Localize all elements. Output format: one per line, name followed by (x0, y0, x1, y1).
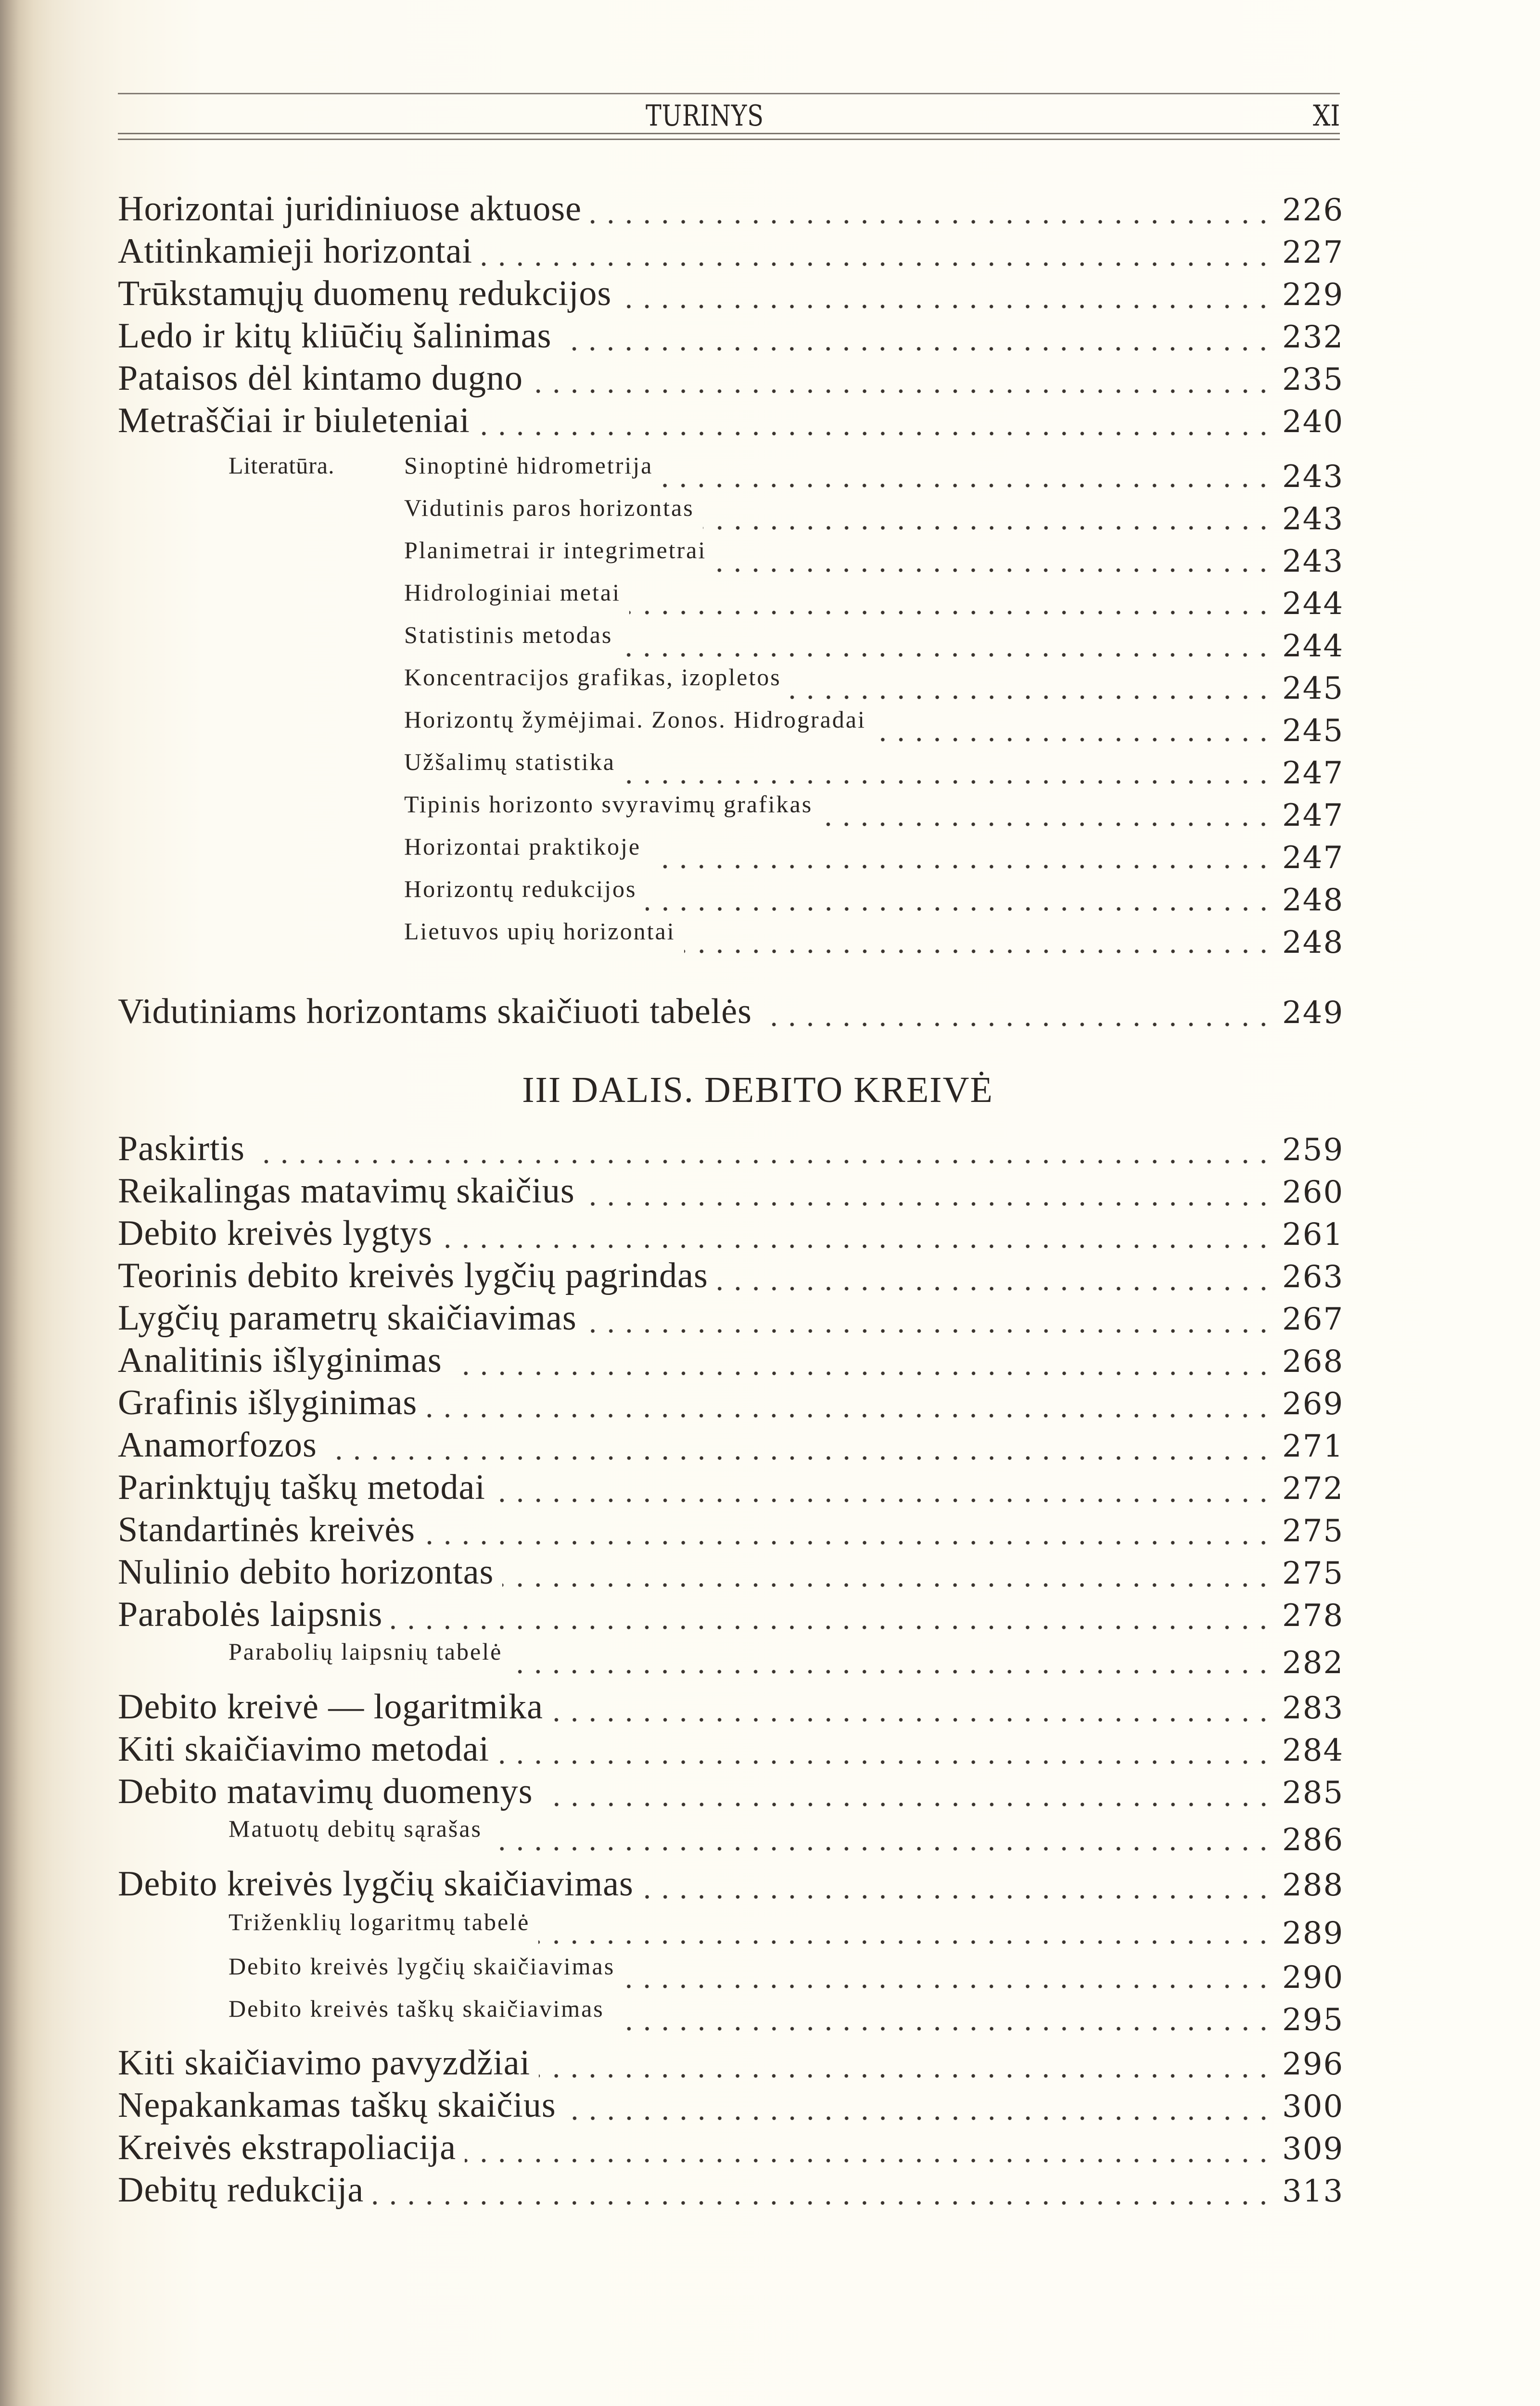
toc-entry-page: 243 (1282, 459, 1344, 495)
header-rule-double-1 (118, 133, 1340, 134)
toc-entry[interactable] (118, 991, 1344, 1035)
toc-entry-title: Lietuvos upių horizontai (404, 918, 675, 945)
toc-entry-title: Debito kreivės taškų skaičiavimas (229, 1995, 604, 2022)
toc-entry-page: 288 (1282, 1868, 1344, 1903)
literature-entry[interactable] (118, 791, 1344, 833)
toc-entry-title: Kiti skaičiavimo pavyzdžiai (118, 2043, 531, 2083)
toc-entry-page: 275 (1282, 1513, 1344, 1549)
dot-leader (662, 482, 1273, 489)
toc-entry[interactable] (118, 1425, 1344, 1468)
literature-entry[interactable] (118, 494, 1344, 537)
toc-entry[interactable] (118, 1128, 1344, 1172)
toc-entry-page: 271 (1282, 1429, 1344, 1464)
toc-entry[interactable] (118, 1552, 1344, 1595)
toc-entry-page: 248 (1282, 925, 1344, 960)
dot-leader (629, 609, 1273, 616)
dot-leader (502, 1582, 1273, 1588)
dot-leader (790, 694, 1273, 701)
toc-entry-page: 289 (1282, 1916, 1344, 1951)
dot-leader (542, 1801, 1273, 1808)
dot-leader (620, 303, 1273, 310)
toc-entry[interactable] (118, 358, 1344, 401)
toc-entry[interactable] (118, 2085, 1344, 2128)
toc-entry-page: 267 (1282, 1302, 1344, 1337)
toc-entry-title: Debito matavimų duomenys (118, 1772, 533, 1811)
toc-entry[interactable] (118, 1298, 1344, 1341)
toc-entry-page: 275 (1282, 1556, 1344, 1591)
toc-entry-title: Statistinis metodas (404, 621, 613, 648)
dot-leader (684, 948, 1273, 955)
toc-entry-page: 286 (1282, 1822, 1344, 1858)
toc-entry[interactable] (118, 1815, 1344, 1858)
toc-entry-title: Nulinio debito horizontas (118, 1552, 494, 1592)
toc-entry-title: Horizontų žymėjimai. Zonos. Hidrogradai (404, 706, 866, 733)
dot-leader (624, 779, 1273, 785)
literature-entry[interactable] (118, 875, 1344, 918)
toc-entry-title: Hidrologiniai metai (404, 579, 621, 606)
toc-entry-page: 232 (1282, 320, 1344, 355)
toc-entry-title: Grafinis išlyginimas (118, 1383, 418, 1422)
toc-entry-title: Horizontai juridiniuose aktuose (118, 189, 582, 229)
dot-leader (254, 1158, 1273, 1165)
dot-leader (590, 218, 1273, 225)
toc-entry[interactable] (118, 2170, 1344, 2213)
toc-entry[interactable] (118, 1171, 1344, 1214)
toc-entry-title: Horizontų redukcijos (404, 875, 637, 902)
toc-entry-title: Debito kreivės lygtys (118, 1214, 433, 1253)
toc-entry-title: Trūkstamųjų duomenų redukcijos (118, 274, 612, 313)
toc-entry-title: Atitinkamieji horizontai (118, 231, 473, 271)
literature-entry[interactable] (118, 621, 1344, 664)
dot-leader (584, 1201, 1273, 1207)
dot-leader (717, 1285, 1273, 1292)
toc-entry-page: 244 (1282, 586, 1344, 622)
toc-entry-page: 283 (1282, 1690, 1344, 1726)
dot-leader (372, 2200, 1273, 2206)
dot-leader (491, 1845, 1273, 1852)
toc-entry[interactable] (118, 1638, 1344, 1681)
toc-entry-title: Triženklių logaritmų tabelė (229, 1908, 530, 1935)
toc-entry-page: 278 (1282, 1598, 1344, 1634)
toc-entry-page: 245 (1282, 713, 1344, 749)
toc-entry-title: Parinktųjų taškų metodai (118, 1468, 485, 1507)
page-folio: XI (1312, 99, 1340, 133)
toc-entry[interactable] (118, 1510, 1344, 1553)
dot-leader (481, 261, 1273, 268)
toc-entry[interactable] (118, 2043, 1344, 2086)
dot-leader (715, 567, 1273, 574)
toc-entry[interactable] (118, 1908, 1344, 1951)
toc-entry-title: Analitinis išlyginimas (118, 1341, 442, 1380)
toc-entry-page: 282 (1282, 1645, 1344, 1681)
dot-leader (761, 1021, 1273, 1028)
toc-entry-page: 240 (1282, 404, 1344, 440)
toc-entry-title: Kreivės ekstrapoliacija (118, 2128, 457, 2167)
toc-entry-title: Vidutiniams horizontams skaičiuoti tabelės (118, 992, 752, 1031)
dot-leader (511, 1668, 1273, 1675)
literature-entry[interactable] (118, 833, 1344, 876)
dot-leader (821, 821, 1273, 828)
dot-leader (441, 1243, 1273, 1250)
dot-leader (560, 346, 1273, 352)
dot-leader (552, 1716, 1273, 1723)
toc-entry-page: 259 (1282, 1132, 1344, 1168)
toc-entry-page: 247 (1282, 840, 1344, 876)
dot-leader (391, 1624, 1273, 1631)
toc-entry-page: 300 (1282, 2089, 1344, 2124)
toc-entry-title: Paskirtis (118, 1129, 245, 1168)
toc-entry-title: Nepakankamas taškų skaičius (118, 2086, 556, 2125)
toc-entry[interactable] (118, 1687, 1344, 1730)
toc-entry[interactable] (118, 1953, 1344, 1996)
toc-entry-page: 227 (1282, 235, 1344, 270)
dot-leader (494, 1497, 1273, 1504)
toc-entry-title: Anamorfozos (118, 1425, 317, 1465)
toc-entry-page: 229 (1282, 277, 1344, 313)
toc-entry-title: Planimetrai ir integrimetrai (404, 537, 707, 563)
toc-entry[interactable] (118, 1467, 1344, 1510)
dot-leader (426, 1412, 1273, 1419)
toc-entry-title: Tipinis horizonto svyravimų grafikas (404, 791, 813, 818)
literature-label (118, 451, 404, 479)
toc-entry-title: Koncentracijos grafikas, izopletos (404, 664, 781, 691)
dot-leader (479, 430, 1273, 437)
toc-entry-page: 226 (1282, 192, 1344, 228)
dot-leader (624, 1983, 1273, 1990)
toc-entry[interactable] (118, 1864, 1344, 1907)
dot-leader (613, 2025, 1273, 2032)
dot-leader (642, 1894, 1273, 1900)
literature-entry[interactable] (118, 748, 1344, 791)
toc-entry-title: Debito kreivė — logaritmika (118, 1687, 543, 1727)
toc-entry[interactable] (118, 1729, 1344, 1772)
toc-entry-page: 269 (1282, 1386, 1344, 1422)
toc-entry-title: Pataisos dėl kintamo dugno (118, 358, 523, 398)
toc-entry-page: 261 (1282, 1217, 1344, 1253)
toc-entry-page: 290 (1282, 1960, 1344, 1996)
toc-entry-title: Debito kreivės lygčių skaičiavimas (229, 1953, 615, 1980)
toc-entry[interactable] (118, 2127, 1344, 2171)
toc-entry[interactable] (118, 400, 1344, 444)
dot-leader (424, 1539, 1273, 1546)
literature-label-text: Literatūra. (229, 452, 335, 479)
literature-entry[interactable] (118, 452, 1344, 495)
toc-entry-page: 285 (1282, 1775, 1344, 1811)
running-header (118, 93, 1340, 140)
toc-entry-title: Užšalimų statistika (404, 748, 615, 775)
toc-entry-title: Teorinis debito kreivės lygčių pagrindas (118, 1256, 708, 1295)
toc-entry-page: 243 (1282, 544, 1344, 579)
toc-entry[interactable] (118, 1594, 1344, 1638)
dot-leader (465, 2157, 1273, 2164)
toc-entry-page: 296 (1282, 2047, 1344, 2082)
toc-entry[interactable] (118, 1771, 1344, 1815)
toc-entry-page: 245 (1282, 671, 1344, 706)
toc-entry-page: 268 (1282, 1344, 1344, 1380)
part-heading: III DALIS. DEBITO KREIVĖ (522, 1070, 993, 1110)
toc-entry-page: 284 (1282, 1733, 1344, 1768)
dot-leader (326, 1455, 1273, 1461)
toc-entry-page: 243 (1282, 501, 1344, 537)
toc-entry-title: Standartinės kreivės (118, 1510, 415, 1549)
dot-leader (538, 1939, 1273, 1945)
literature-entry[interactable] (118, 579, 1344, 622)
toc-entry-title: Sinoptinė hidrometrija (404, 452, 653, 479)
toc-entry-page: 244 (1282, 628, 1344, 664)
toc-entry[interactable] (118, 1340, 1344, 1383)
dot-leader (532, 388, 1273, 395)
dot-leader (498, 1759, 1273, 1766)
literature-entry[interactable] (118, 706, 1344, 749)
toc-entry-title: Lygčių parametrų skaičiavimas (118, 1298, 577, 1338)
toc-entry-title: Horizontai praktikoje (404, 833, 641, 860)
running-title: TURINYS (646, 99, 764, 133)
toc-entry-title: Metraščiai ir biuleteniai (118, 401, 470, 440)
toc-entry[interactable] (118, 231, 1344, 274)
toc-entry-page: 247 (1282, 798, 1344, 833)
literature-entry[interactable] (118, 918, 1344, 960)
toc-entry-title: Parabolės laipsnis (118, 1595, 383, 1634)
toc-entry[interactable] (118, 189, 1344, 232)
dot-leader (565, 2115, 1273, 2122)
toc-entry-page: 247 (1282, 755, 1344, 791)
toc-entry-title: Ledo ir kitų kliūčių šalinimas (118, 316, 552, 356)
dot-leader (539, 2073, 1273, 2079)
toc-entry-page: 260 (1282, 1175, 1344, 1210)
dot-leader (875, 736, 1273, 743)
dot-leader (621, 652, 1273, 658)
toc-entry[interactable] (118, 316, 1344, 359)
dot-leader (451, 1370, 1273, 1377)
toc-entry-page: 249 (1282, 995, 1344, 1031)
toc-entry-page: 235 (1282, 362, 1344, 397)
toc-entry-page: 272 (1282, 1471, 1344, 1507)
toc-entry-title: Reikalingas matavimų skaičius (118, 1171, 575, 1211)
dot-leader (646, 906, 1273, 912)
literature-entry[interactable] (118, 537, 1344, 579)
toc-entry-page: 309 (1282, 2131, 1344, 2167)
dot-leader (585, 1328, 1273, 1334)
toc-entry-page: 263 (1282, 1259, 1344, 1295)
literature-entry[interactable] (118, 664, 1344, 706)
toc-entry-page: 313 (1282, 2174, 1344, 2209)
toc-entry-title: Debitų redukcija (118, 2170, 364, 2210)
header-rule-double-2 (118, 139, 1340, 140)
toc-entry-title: Kiti skaičiavimo metodai (118, 1729, 490, 1769)
dot-leader (703, 525, 1273, 531)
toc-entry-title: Matuotų debitų sąrašas (229, 1815, 483, 1842)
toc-entry-page: 295 (1282, 2002, 1344, 2038)
toc-entry[interactable] (118, 1255, 1344, 1299)
toc-entry[interactable] (118, 1213, 1344, 1256)
toc-entry-title: Debito kreivės lygčių skaičiavimas (118, 1864, 634, 1904)
dot-leader (649, 863, 1273, 870)
toc-entry-title: Parabolių laipsnių tabelė (229, 1638, 503, 1665)
toc-entry-page: 248 (1282, 883, 1344, 918)
toc-entry[interactable] (118, 1382, 1344, 1426)
toc-entry[interactable] (118, 1995, 1344, 2038)
toc-entry-title: Vidutinis paros horizontas (404, 494, 694, 521)
toc-entry[interactable] (118, 273, 1344, 317)
